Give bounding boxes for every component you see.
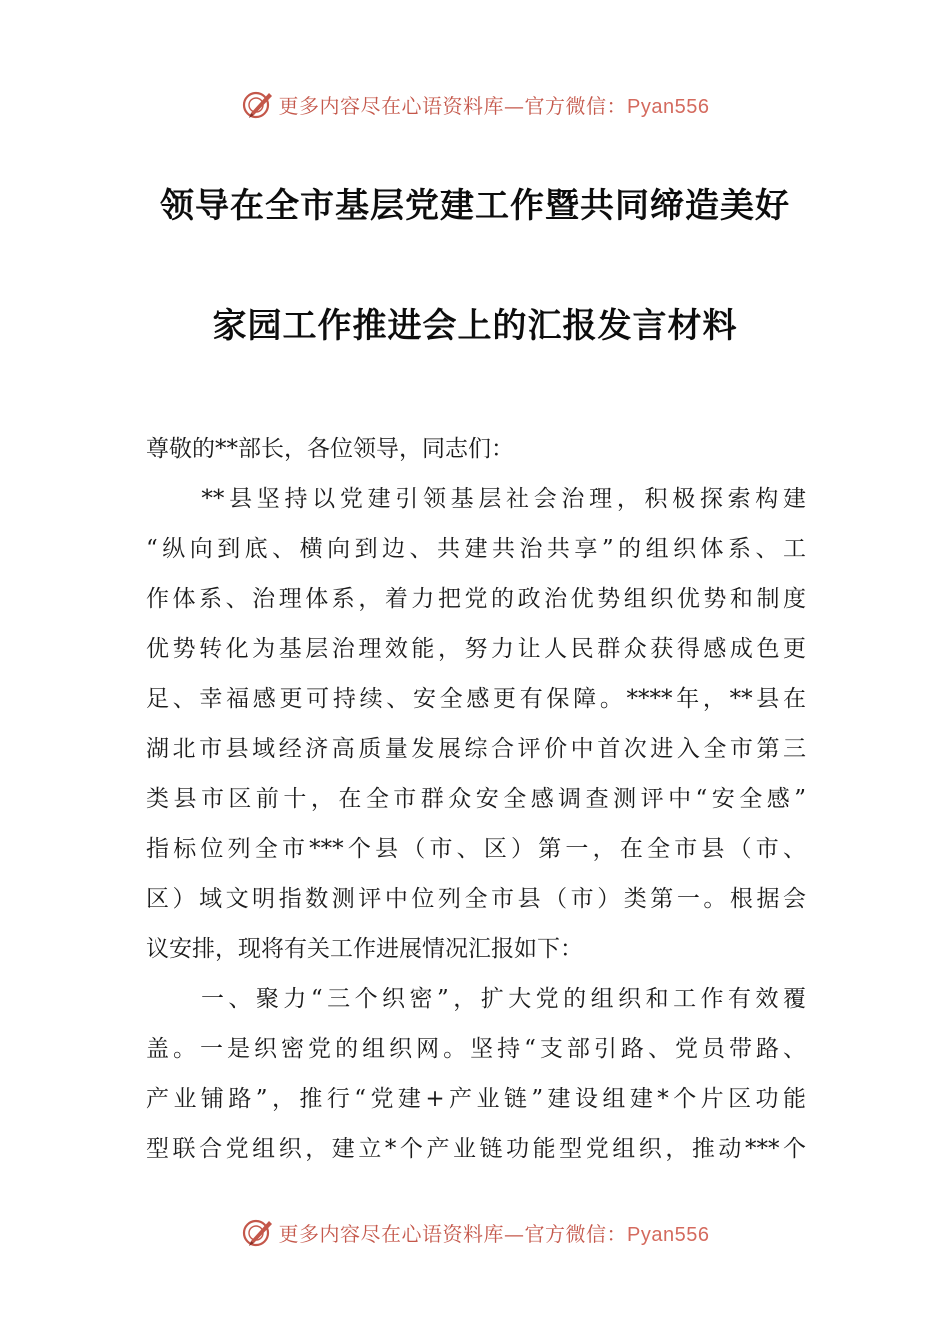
body-line: 指标位列全市***个县（市、区）第一，在全市县（市、: [146, 836, 806, 862]
body-line: 型联合党组织，建立*个产业链功能型党组织，推动***个: [146, 1136, 806, 1162]
watermark-label: 更多内容尽在心语资料库—官方微信：: [278, 1221, 628, 1246]
header-watermark: [0, 84, 950, 124]
pen-logo-icon: [241, 1215, 275, 1249]
document-title-line-2: 家园工作推进会上的汇报发言材料: [212, 306, 738, 346]
body-line: 产业铺路”，推行“党建+产业链”建设组建*个片区功能: [146, 1086, 806, 1112]
document-title-line-1: 领导在全市基层党建工作暨共同缔造美好: [160, 186, 790, 226]
body-line: 区）域文明指数测评中位列全市县（市）类第一。根据会: [146, 886, 806, 912]
watermark-wechat-id: Pyan556: [627, 1223, 710, 1246]
salutation-line: 尊敬的**部长，各位领导，同志们：: [146, 436, 514, 462]
document-body: [146, 424, 806, 1174]
body-line: **县坚持以党建引领基层社会治理，积极探索构建: [146, 486, 806, 512]
body-line: “纵向到底、横向到边、共建共治共享”的组织体系、工: [146, 536, 806, 562]
body-line: 湖北市县域经济高质量发展综合评价中首次进入全市第三: [146, 736, 806, 762]
body-line: 足、幸福感更可持续、安全感更有保障。****年，**县在: [146, 686, 806, 712]
footer-watermark: [0, 1212, 950, 1252]
pen-logo-icon: [241, 87, 275, 121]
body-line: 作体系、治理体系，着力把党的政治优势组织优势和制度: [146, 586, 806, 612]
body-line: 议安排，现将有关工作进展情况汇报如下：: [146, 936, 583, 962]
body-line: 优势转化为基层治理效能，努力让人民群众获得感成色更: [146, 636, 806, 662]
watermark-label: 更多内容尽在心语资料库—官方微信：: [278, 93, 628, 118]
watermark-text: [279, 1218, 710, 1247]
body-line: 一、聚力“三个织密”，扩大党的组织和工作有效覆: [146, 986, 806, 1012]
body-line: 盖。一是织密党的组织网。坚持“支部引路、党员带路、: [146, 1036, 806, 1062]
watermark-wechat-id: Pyan556: [627, 95, 710, 118]
watermark-text: [279, 90, 710, 119]
body-line: 类县市区前十，在全市群众安全感调查测评中“安全感”: [146, 786, 806, 812]
